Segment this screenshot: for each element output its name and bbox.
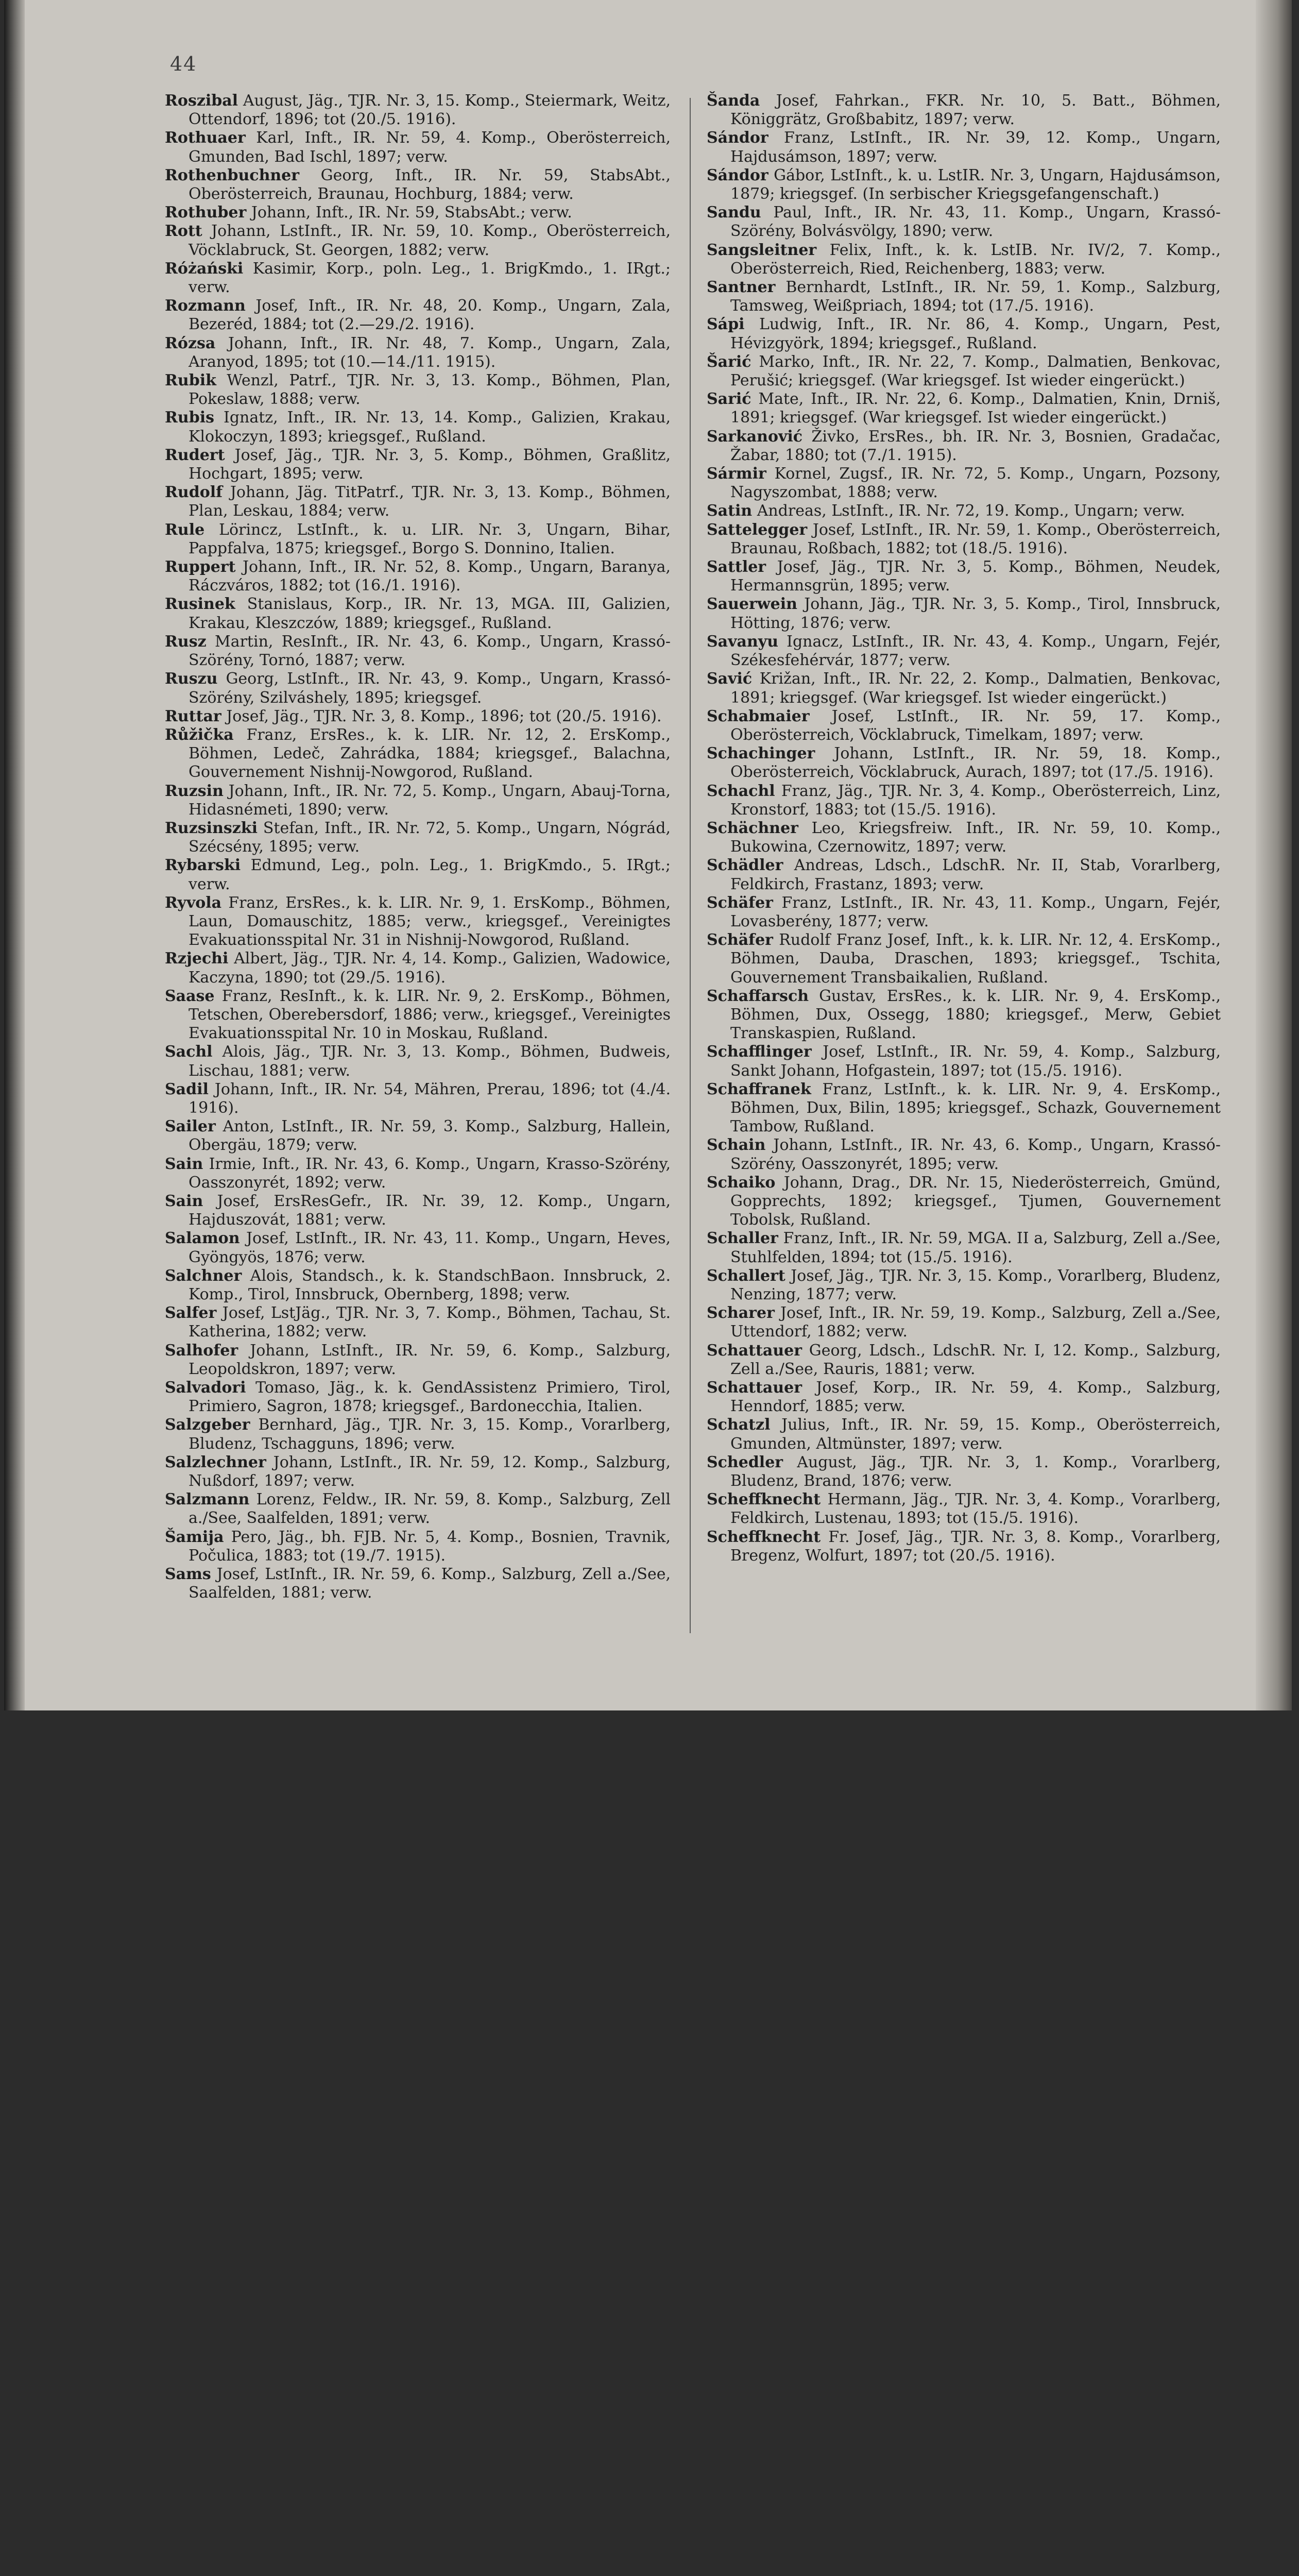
entry-details: Josef, LstInft., IR. Nr. 43, 11. Komp., Ungarn, Heves, Gyöngyös, 1876; verw. bbox=[189, 1229, 671, 1266]
entry-surname: Sain bbox=[165, 1155, 203, 1173]
register-entry bbox=[707, 1304, 1221, 1341]
entry-details: August, Jäg., TJR. Nr. 3, 1. Komp., Vorarlberg, Bludenz, Brand, 1876; verw. bbox=[730, 1453, 1221, 1490]
entry-details: Josef, Jäg., TJR. Nr. 3, 8. Komp., 1896; tot (20./5. 1916). bbox=[221, 707, 662, 725]
entry-details: Bernhard, Jäg., TJR. Nr. 3, 15. Komp., Vorarlberg, Bludenz, Tschagguns, 1896; verw. bbox=[189, 1416, 671, 1453]
entry-details: August, Jäg., TJR. Nr. 3, 15. Komp., Steiermark, Weitz, Ottendorf, 1896; tot (20./5. 1916). bbox=[189, 92, 671, 129]
entry-details: Franz, LstInft., IR. Nr. 43, 11. Komp., Ungarn, Fejér, Lovasberény, 1877; verw. bbox=[730, 893, 1221, 930]
entry-details: Leo, Kriegsfreiw. Inft., IR. Nr. 59, 10. Komp., Bukowina, Czernowitz, 1897; verw. bbox=[730, 819, 1221, 856]
entry-details: Kornel, Zugsf., IR. Nr. 72, 5. Komp., Ungarn, Pozsony, Nagyszombat, 1888; verw. bbox=[730, 465, 1221, 502]
entry-surname: Scharer bbox=[707, 1304, 775, 1323]
register-entry bbox=[165, 782, 671, 819]
entry-details: Gustav, ErsRes., k. k. LIR. Nr. 9, 4. ErsKomp., Böhmen, Dux, Ossegg, 1880; kriegsgef., Merw, Gebiet Transkaspien, Rußland. bbox=[730, 987, 1221, 1043]
entry-details: Ludwig, Inft., IR. Nr. 86, 4. Komp., Ungarn, Pest, Hévizgyörk, 1894; kriegsgef., Rußland. bbox=[730, 315, 1221, 352]
entry-details: Irmie, Inft., IR. Nr. 43, 6. Komp., Ungarn, Krasso-Szörény, Oasszonyrét, 1892; verw. bbox=[189, 1155, 671, 1192]
entry-details: Josef, LstInft., IR. Nr. 59, 17. Komp., Oberösterreich, Vöcklabruck, Timelkam, 1897; verw. bbox=[730, 707, 1221, 744]
entry-surname: Schedler bbox=[707, 1453, 783, 1471]
register-entry bbox=[165, 129, 671, 166]
register-entry bbox=[165, 166, 671, 204]
entry-details: Johann, LstInft., IR. Nr. 43, 6. Komp., Ungarn, Krassó-Szörény, Oasszonyrét, 1895; verw. bbox=[730, 1136, 1221, 1173]
register-entry bbox=[165, 1043, 671, 1080]
entry-details: Anton, LstInft., IR. Nr. 59, 3. Komp., Salzburg, Hallein, Obergäu, 1879; verw. bbox=[189, 1117, 671, 1155]
entry-details: Josef, Fahrkan., FKR. Nr. 10, 5. Batt., Böhmen, Königgrätz, Großbabitz, 1897; verw. bbox=[730, 92, 1221, 129]
page-number: 44 bbox=[170, 53, 197, 75]
entry-surname: Sarkanović bbox=[707, 427, 803, 446]
entry-surname: Schaffranek bbox=[707, 1080, 811, 1098]
entry-details: Josef, Inft., IR. Nr. 48, 20. Komp., Ungarn, Zala, Bezeréd, 1884; tot (2.—29./2. 1916). bbox=[189, 297, 671, 334]
entry-details: Franz, LstInft., IR. Nr. 39, 12. Komp., Ungarn, Hajdusámson, 1897; verw. bbox=[730, 129, 1221, 166]
register-entry bbox=[165, 483, 671, 520]
register-entry bbox=[165, 92, 671, 129]
entry-details: Johann, Inft., IR. Nr. 48, 7. Komp., Ungarn, Zala, Aranyod, 1895; tot (10.—14./11. 1915). bbox=[189, 334, 671, 371]
entry-surname: Salzlechner bbox=[165, 1453, 266, 1471]
entry-surname: Sauerwein bbox=[707, 595, 797, 614]
entry-surname: Ruzsin bbox=[165, 782, 224, 800]
entry-details: Albert, Jäg., TJR. Nr. 4, 14. Komp., Galizien, Wadowice, Kaczyna, 1890; tot (29./5. 1916). bbox=[189, 950, 671, 987]
entry-details: Georg, LstInft., IR. Nr. 43, 9. Komp., Ungarn, Krassó-Szörény, Szilváshely, 1895; kriegsgef. bbox=[189, 670, 671, 707]
register-entry bbox=[165, 726, 671, 782]
register-entry bbox=[707, 558, 1221, 595]
entry-details: Lorenz, Feldw., IR. Nr. 59, 8. Komp., Salzburg, Zell a./See, Saalfelden, 1891; verw. bbox=[189, 1490, 671, 1528]
entry-details: Alois, Standsch., k. k. StandschBaon. Innsbruck, 2. Komp., Tirol, Innsbruck, Obernberg, 1898; verw. bbox=[189, 1266, 671, 1303]
register-entry bbox=[707, 782, 1221, 819]
register-entry bbox=[165, 1304, 671, 1341]
entry-surname: Savanyu bbox=[707, 632, 779, 651]
entry-details: Hermann, Jäg., TJR. Nr. 3, 4. Komp., Vorarlberg, Feldkirch, Lustenau, 1893; tot (15./5. 1916). bbox=[730, 1490, 1221, 1528]
entry-details: Johann, Jäg., TJR. Nr. 3, 5. Komp., Tirol, Innsbruck, Hötting, 1876; verw. bbox=[730, 595, 1221, 632]
entry-details: Georg, Inft., IR. Nr. 59, StabsAbt., Oberösterreich, Braunau, Hochburg, 1884; verw. bbox=[189, 166, 671, 204]
entry-surname: Salzmann bbox=[165, 1490, 250, 1509]
page-right-fold bbox=[1256, 0, 1292, 1710]
register-entry bbox=[165, 1229, 671, 1266]
entry-surname: Ryvola bbox=[165, 893, 222, 912]
register-entry bbox=[165, 260, 671, 297]
entry-surname: Rothuaer bbox=[165, 129, 246, 147]
entry-details: Franz, Inft., IR. Nr. 59, MGA. II a, Salzburg, Zell a./See, Stuhlfelden, 1894; tot (15./5. 1916). bbox=[730, 1229, 1221, 1266]
register-entry bbox=[707, 521, 1221, 558]
register-entry bbox=[707, 744, 1221, 782]
register-entry bbox=[707, 92, 1221, 129]
register-entry bbox=[707, 633, 1221, 670]
entry-surname: Růžička bbox=[165, 725, 234, 744]
register-entry bbox=[165, 371, 671, 409]
entry-surname: Sain bbox=[165, 1192, 203, 1210]
entry-surname: Šarić bbox=[707, 352, 751, 371]
register-entry bbox=[707, 428, 1221, 465]
entry-details: Stefan, Inft., IR. Nr. 72, 5. Komp., Ungarn, Nógrád, Szécsény, 1895; verw. bbox=[189, 819, 671, 856]
entry-details: Gábor, LstInft., k. u. LstIR. Nr. 3, Ungarn, Hajdusámson, 1879; kriegsgef. (In serbischer Kriegsgefangenschaft.) bbox=[730, 166, 1221, 204]
register-entry bbox=[165, 633, 671, 670]
register-entry bbox=[165, 1080, 671, 1117]
entry-surname: Schädler bbox=[707, 856, 783, 875]
right-column bbox=[707, 92, 1221, 1565]
entry-details: Križan, Inft., IR. Nr. 22, 2. Komp., Dalmatien, Benkovac, 1891; kriegsgef. (War kriegsgef. Ist wieder eingerückt.) bbox=[730, 670, 1221, 707]
entry-surname: Rubis bbox=[165, 409, 215, 427]
entry-surname: Santner bbox=[707, 278, 776, 297]
register-entry bbox=[707, 465, 1221, 502]
entry-surname: Sápi bbox=[707, 315, 745, 334]
register-entry bbox=[165, 1192, 671, 1229]
entry-details: Georg, Ldsch., LdschR. Nr. I, 12. Komp., Salzburg, Zell a./See, Rauris, 1881; verw. bbox=[730, 1341, 1221, 1378]
register-entry bbox=[165, 894, 671, 950]
register-entry bbox=[165, 1155, 671, 1192]
entry-surname: Sandu bbox=[707, 204, 761, 222]
register-entry bbox=[707, 241, 1221, 278]
entry-details: Johann, Inft., IR. Nr. 59, StabsAbt.; verw. bbox=[246, 204, 572, 222]
entry-details: Josef, Jäg., TJR. Nr. 3, 5. Komp., Böhmen, Neudek, Hermannsgrün, 1895; verw. bbox=[730, 558, 1221, 595]
register-entry bbox=[165, 334, 671, 371]
register-entry bbox=[165, 987, 671, 1043]
register-entry bbox=[165, 1416, 671, 1453]
register-entry bbox=[707, 1490, 1221, 1528]
entry-details: Johann, LstInft., IR. Nr. 59, 6. Komp., Salzburg, Leopoldskron, 1897; verw. bbox=[189, 1341, 671, 1378]
entry-details: Fr. Josef, Jäg., TJR. Nr. 3, 8. Komp., Vorarlberg, Bregenz, Wolfurt, 1897; tot (20./5. 1916). bbox=[730, 1528, 1221, 1565]
entry-surname: Sachl bbox=[165, 1043, 213, 1061]
register-entry bbox=[707, 502, 1221, 520]
entry-surname: Rudert bbox=[165, 446, 225, 464]
register-entry bbox=[707, 1453, 1221, 1490]
entry-surname: Rothenbuchner bbox=[165, 166, 300, 184]
entry-details: Edmund, Leg., poln. Leg., 1. BrigKmdo., 5. IRgt.; verw. bbox=[189, 856, 671, 893]
entry-surname: Salhofer bbox=[165, 1341, 238, 1360]
entry-details: Johann, LstInft., IR. Nr. 59, 10. Komp., Oberösterreich, Vöcklabruck, St. Georgen, 1882; verw. bbox=[189, 222, 671, 259]
entry-details: Lörincz, LstInft., k. u. LIR. Nr. 3, Ungarn, Bihar, Pappfalva, 1875; kriegsgef., Borgo S. Donnino, Italien. bbox=[189, 520, 671, 557]
entry-surname: Salfer bbox=[165, 1304, 217, 1323]
register-entry bbox=[165, 558, 671, 595]
register-entry bbox=[707, 1267, 1221, 1304]
entry-surname: Rozmann bbox=[165, 297, 246, 315]
entry-details: Josef, ErsResGefr., IR. Nr. 39, 12. Komp., Ungarn, Hajduszovát, 1881; verw. bbox=[189, 1192, 671, 1229]
entry-surname: Schatzl bbox=[707, 1416, 771, 1434]
entry-details: Mate, Inft., IR. Nr. 22, 6. Komp., Dalmatien, Knin, Drniš, 1891; kriegsgef. (War kriegsgef. Ist wieder eingerückt.) bbox=[730, 390, 1221, 427]
register-entry bbox=[707, 1229, 1221, 1266]
entry-surname: Ruppert bbox=[165, 558, 236, 577]
entry-details: Pero, Jäg., bh. FJB. Nr. 5, 4. Komp., Bosnien, Travnik, Počulica, 1883; tot (19./7. 1915). bbox=[189, 1528, 671, 1565]
register-entry bbox=[707, 1528, 1221, 1565]
entry-surname: Šanda bbox=[707, 92, 760, 110]
entry-surname: Schäfer bbox=[707, 931, 773, 950]
document-page bbox=[4, 0, 1292, 1710]
entry-surname: Sams bbox=[165, 1565, 211, 1584]
entry-details: Franz, LstInft., k. k. LIR. Nr. 9, 4. ErsKomp., Böhmen, Dux, Bilin, 1895; kriegsgef., Schazk, Gouvernement Tambow, Rußland. bbox=[730, 1080, 1221, 1136]
entry-details: Andreas, Ldsch., LdschR. Nr. II, Stab, Vorarlberg, Feldkirch, Frastanz, 1893; verw. bbox=[730, 856, 1221, 893]
register-entry bbox=[165, 670, 671, 707]
entry-details: Paul, Inft., IR. Nr. 43, 11. Komp., Ungarn, Krassó-Szörény, Bolvásvölgy, 1890; verw. bbox=[730, 204, 1221, 241]
entry-surname: Rusinek bbox=[165, 595, 235, 614]
entry-details: Alois, Jäg., TJR. Nr. 3, 13. Komp., Böhmen, Budweis, Lischau, 1881; verw. bbox=[189, 1043, 671, 1080]
entry-surname: Schain bbox=[707, 1136, 766, 1155]
page-left-shadow bbox=[4, 0, 25, 1710]
entry-details: Ignacz, LstInft., IR. Nr. 43, 4. Komp., Ungarn, Fejér, Székesfehérvár, 1877; verw. bbox=[730, 632, 1221, 670]
register-entry bbox=[165, 204, 671, 222]
entry-surname: Sándor bbox=[707, 129, 768, 147]
register-entry bbox=[165, 595, 671, 632]
register-entry bbox=[707, 894, 1221, 931]
register-entry bbox=[165, 222, 671, 259]
register-entry bbox=[165, 1267, 671, 1304]
register-entry bbox=[165, 1528, 671, 1565]
entry-surname: Rott bbox=[165, 222, 202, 241]
register-entry bbox=[707, 1136, 1221, 1173]
entry-details: Kasimir, Korp., poln. Leg., 1. BrigKmdo., 1. IRgt.; verw. bbox=[189, 259, 671, 297]
entry-surname: Rule bbox=[165, 520, 205, 539]
entry-details: Živko, ErsRes., bh. IR. Nr. 3, Bosnien, Gradačac, Žabar, 1880; tot (7./1. 1915). bbox=[730, 427, 1221, 464]
entry-surname: Schächner bbox=[707, 819, 798, 837]
register-entry bbox=[707, 670, 1221, 707]
entry-details: Josef, LstInft., IR. Nr. 59, 4. Komp., Salzburg, Sankt Johann, Hofgastein, 1897; tot (15./5. 1916). bbox=[730, 1043, 1221, 1080]
entry-surname: Šamija bbox=[165, 1528, 224, 1546]
register-entry bbox=[165, 1379, 671, 1416]
entry-details: Josef, Korp., IR. Nr. 59, 4. Komp., Salzburg, Henndorf, 1885; verw. bbox=[730, 1379, 1221, 1416]
entry-details: Josef, LstInft., IR. Nr. 59, 1. Komp., Oberösterreich, Braunau, Roßbach, 1882; tot (18./5. 1916). bbox=[730, 520, 1221, 557]
entry-surname: Rybarski bbox=[165, 856, 241, 875]
entry-details: Julius, Inft., IR. Nr. 59, 15. Komp., Oberösterreich, Gmunden, Altmünster, 1897; verw. bbox=[730, 1416, 1221, 1453]
entry-surname: Salamon bbox=[165, 1229, 240, 1248]
entry-surname: Schachinger bbox=[707, 744, 815, 763]
entry-surname: Schabmaier bbox=[707, 707, 810, 725]
entry-details: Johann, Inft., IR. Nr. 72, 5. Komp., Ungarn, Abauj-Torna, Hidasnémeti, 1890; verw. bbox=[189, 782, 671, 819]
entry-surname: Ruzsinszki bbox=[165, 819, 258, 837]
entry-surname: Sármir bbox=[707, 465, 766, 483]
column-divider bbox=[690, 98, 691, 1633]
entry-surname: Rothuber bbox=[165, 204, 247, 222]
register-entry bbox=[707, 1043, 1221, 1080]
entry-details: Ignatz, Inft., IR. Nr. 13, 14. Komp., Galizien, Krakau, Klokoczyn, 1893; kriegsgef., Rußland. bbox=[189, 409, 671, 446]
entry-surname: Schattauer bbox=[707, 1341, 802, 1360]
register-entry bbox=[707, 931, 1221, 987]
register-entry bbox=[707, 707, 1221, 744]
register-entry bbox=[165, 1565, 671, 1602]
entry-surname: Rudolf bbox=[165, 483, 223, 502]
register-entry bbox=[707, 129, 1221, 166]
register-entry bbox=[165, 1342, 671, 1379]
register-entry bbox=[165, 1490, 671, 1528]
entry-surname: Scheffknecht bbox=[707, 1490, 821, 1509]
viewer-footer bbox=[0, 1710, 1299, 1844]
entry-details: Johann, LstInft., IR. Nr. 59, 12. Komp., Salzburg, Nußdorf, 1897; verw. bbox=[189, 1453, 671, 1490]
entry-surname: Schattauer bbox=[707, 1379, 802, 1397]
register-entry bbox=[165, 521, 671, 558]
entry-details: Johann, Inft., IR. Nr. 52, 8. Komp., Ungarn, Baranya, Ráczváros, 1882; tot (16./1. 1916). bbox=[189, 558, 671, 595]
register-entry bbox=[165, 1453, 671, 1490]
register-entry bbox=[165, 950, 671, 987]
entry-surname: Salvadori bbox=[165, 1379, 246, 1397]
entry-surname: Schafflinger bbox=[707, 1043, 812, 1061]
entry-surname: Savić bbox=[707, 670, 753, 688]
entry-details: Josef, Inft., IR. Nr. 59, 19. Komp., Salzburg, Zell a./See, Uttendorf, 1882; verw. bbox=[730, 1304, 1221, 1341]
entry-surname: Schaffarsch bbox=[707, 987, 809, 1005]
entry-surname: Sailer bbox=[165, 1117, 216, 1136]
entry-surname: Sattler bbox=[707, 558, 766, 577]
register-entry bbox=[707, 856, 1221, 893]
register-entry bbox=[165, 1117, 671, 1155]
register-entry bbox=[707, 353, 1221, 390]
register-entry bbox=[707, 987, 1221, 1043]
entry-surname: Ruszu bbox=[165, 670, 218, 688]
entry-surname: Salzgeber bbox=[165, 1416, 250, 1434]
entry-surname: Schaiko bbox=[707, 1173, 776, 1192]
entry-surname: Saase bbox=[165, 987, 215, 1005]
register-entry bbox=[707, 1174, 1221, 1230]
register-entry bbox=[707, 819, 1221, 856]
entry-details: Stanislaus, Korp., IR. Nr. 13, MGA. III, Galizien, Krakau, Kleszczów, 1889; kriegsgef., Rußland. bbox=[189, 595, 671, 632]
register-entry bbox=[165, 446, 671, 483]
entry-details: Marko, Inft., IR. Nr. 22, 7. Komp., Dalmatien, Benkovac, Perušić; kriegsgef. (War kriegsgef. Ist wieder eingerückt.) bbox=[730, 352, 1221, 390]
register-entry bbox=[707, 278, 1221, 315]
register-entry bbox=[707, 1080, 1221, 1137]
entry-details: Franz, ResInft., k. k. LIR. Nr. 9, 2. ErsKomp., Böhmen, Tetschen, Oberebersdorf, 1886; verw., kriegsgef., Vereinigtes Evakuationsspital Nr. 10 in Moskau, Rußland. bbox=[189, 987, 671, 1043]
entry-surname: Rubik bbox=[165, 371, 216, 390]
entry-details: Tomaso, Jäg., k. k. GendAssistenz Primiero, Tirol, Primiero, Sagron, 1878; kriegsgef., Bardonecchia, Italien. bbox=[189, 1379, 671, 1416]
entry-surname: Rózsa bbox=[165, 334, 216, 352]
entry-surname: Ruttar bbox=[165, 707, 221, 725]
entry-details: Franz, ErsRes., k. k. LIR. Nr. 9, 1. ErsKomp., Böhmen, Laun, Domauschitz, 1885; verw., kriegsgef., Vereinigtes Evakuationsspital Nr. 31 in Nishnij-Nowgorod, Rußland. bbox=[189, 893, 671, 950]
entry-details: Josef, Jäg., TJR. Nr. 3, 5. Komp., Böhmen, Graßlitz, Hochgart, 1895; verw. bbox=[189, 446, 671, 483]
entry-details: Josef, LstJäg., TJR. Nr. 3, 7. Komp., Böhmen, Tachau, St. Katherina, 1882; verw. bbox=[189, 1304, 671, 1341]
entry-details: Franz, ErsRes., k. k. LIR. Nr. 12, 2. ErsKomp., Böhmen, Ledeč, Zahrádka, 1884; kriegsgef., Balachna, Gouvernement Nishnij-Nowgorod, Rußland. bbox=[189, 725, 671, 782]
entry-details: Josef, Jäg., TJR. Nr. 3, 15. Komp., Vorarlberg, Bludenz, Nenzing, 1877; verw. bbox=[730, 1266, 1221, 1303]
entry-surname: Scheffknecht bbox=[707, 1528, 821, 1546]
entry-surname: Schäfer bbox=[707, 893, 773, 912]
register-entry bbox=[707, 390, 1221, 427]
entry-details: Johann, Jäg. TitPatrf., TJR. Nr. 3, 13. Komp., Böhmen, Plan, Leskau, 1884; verw. bbox=[189, 483, 671, 520]
entry-details: Karl, Inft., IR. Nr. 59, 4. Komp., Oberösterreich, Gmunden, Bad Ischl, 1897; verw. bbox=[189, 129, 671, 166]
entry-surname: Różański bbox=[165, 259, 244, 278]
register-entry bbox=[165, 297, 671, 334]
register-entry bbox=[707, 1416, 1221, 1453]
entry-surname: Schachl bbox=[707, 782, 775, 800]
entry-surname: Roszibal bbox=[165, 92, 238, 110]
register-entry bbox=[707, 1379, 1221, 1416]
entry-surname: Sándor bbox=[707, 166, 768, 184]
register-entry bbox=[707, 1342, 1221, 1379]
entry-surname: Schallert bbox=[707, 1266, 785, 1285]
entry-surname: Satin bbox=[707, 502, 753, 520]
register-entry bbox=[707, 166, 1221, 204]
register-entry bbox=[165, 856, 671, 893]
entry-details: Johann, LstInft., IR. Nr. 59, 18. Komp., Oberösterreich, Vöcklabruck, Aurach, 1897; tot (17./5. 1916). bbox=[730, 744, 1221, 782]
entry-details: Johann, Inft., IR. Nr. 54, Mähren, Prerau, 1896; tot (4./4. 1916). bbox=[189, 1080, 671, 1117]
entry-surname: Sarić bbox=[707, 390, 751, 409]
register-entry bbox=[707, 595, 1221, 632]
register-entry bbox=[165, 707, 671, 726]
entry-surname: Salchner bbox=[165, 1266, 242, 1285]
register-entry bbox=[165, 409, 671, 446]
entry-surname: Rusz bbox=[165, 632, 207, 651]
entry-surname: Rzjechi bbox=[165, 950, 229, 968]
entry-surname: Sadil bbox=[165, 1080, 209, 1098]
register-entry bbox=[165, 819, 671, 856]
entry-surname: Sangsleitner bbox=[707, 241, 817, 259]
entry-details: Josef, LstInft., IR. Nr. 59, 6. Komp., Salzburg, Zell a./See, Saalfelden, 1881; verw. bbox=[189, 1565, 671, 1602]
entry-surname: Schaller bbox=[707, 1229, 778, 1248]
left-column bbox=[165, 92, 671, 1602]
entry-details: Andreas, LstInft., IR. Nr. 72, 19. Komp., Ungarn; verw. bbox=[752, 502, 1185, 520]
entry-details: Bernhardt, LstInft., IR. Nr. 59, 1. Komp., Salzburg, Tamsweg, Weißpriach, 1894; tot (17./5. 1916). bbox=[730, 278, 1221, 315]
entry-surname: Sattelegger bbox=[707, 520, 808, 539]
register-entry bbox=[707, 315, 1221, 352]
entry-details: Rudolf Franz Josef, Inft., k. k. LIR. Nr. 12, 4. ErsKomp., Böhmen, Dauba, Draschen, 1893; kriegsgef., Tschita, Gouvernement Transbaikalien, Rußland. bbox=[730, 931, 1221, 987]
entry-details: Wenzl, Patrf., TJR. Nr. 3, 13. Komp., Böhmen, Plan, Pokeslaw, 1888; verw. bbox=[189, 371, 671, 409]
entry-details: Felix, Inft., k. k. LstIB. Nr. IV/2, 7. Komp., Oberösterreich, Ried, Reichenberg, 1883; verw. bbox=[730, 241, 1221, 278]
entry-details: Martin, ResInft., IR. Nr. 43, 6. Komp., Ungarn, Krassó-Szörény, Tornó, 1887; verw. bbox=[189, 632, 671, 670]
entry-details: Johann, Drag., DR. Nr. 15, Niederösterreich, Gmünd, Gopprechts, 1892; kriegsgef., Tjumen, Gouvernement Tobolsk, Rußland. bbox=[730, 1173, 1221, 1229]
entry-details: Franz, Jäg., TJR. Nr. 3, 4. Komp., Oberösterreich, Linz, Kronstorf, 1883; tot (15./5. 1916). bbox=[730, 782, 1221, 819]
register-entry bbox=[707, 204, 1221, 241]
